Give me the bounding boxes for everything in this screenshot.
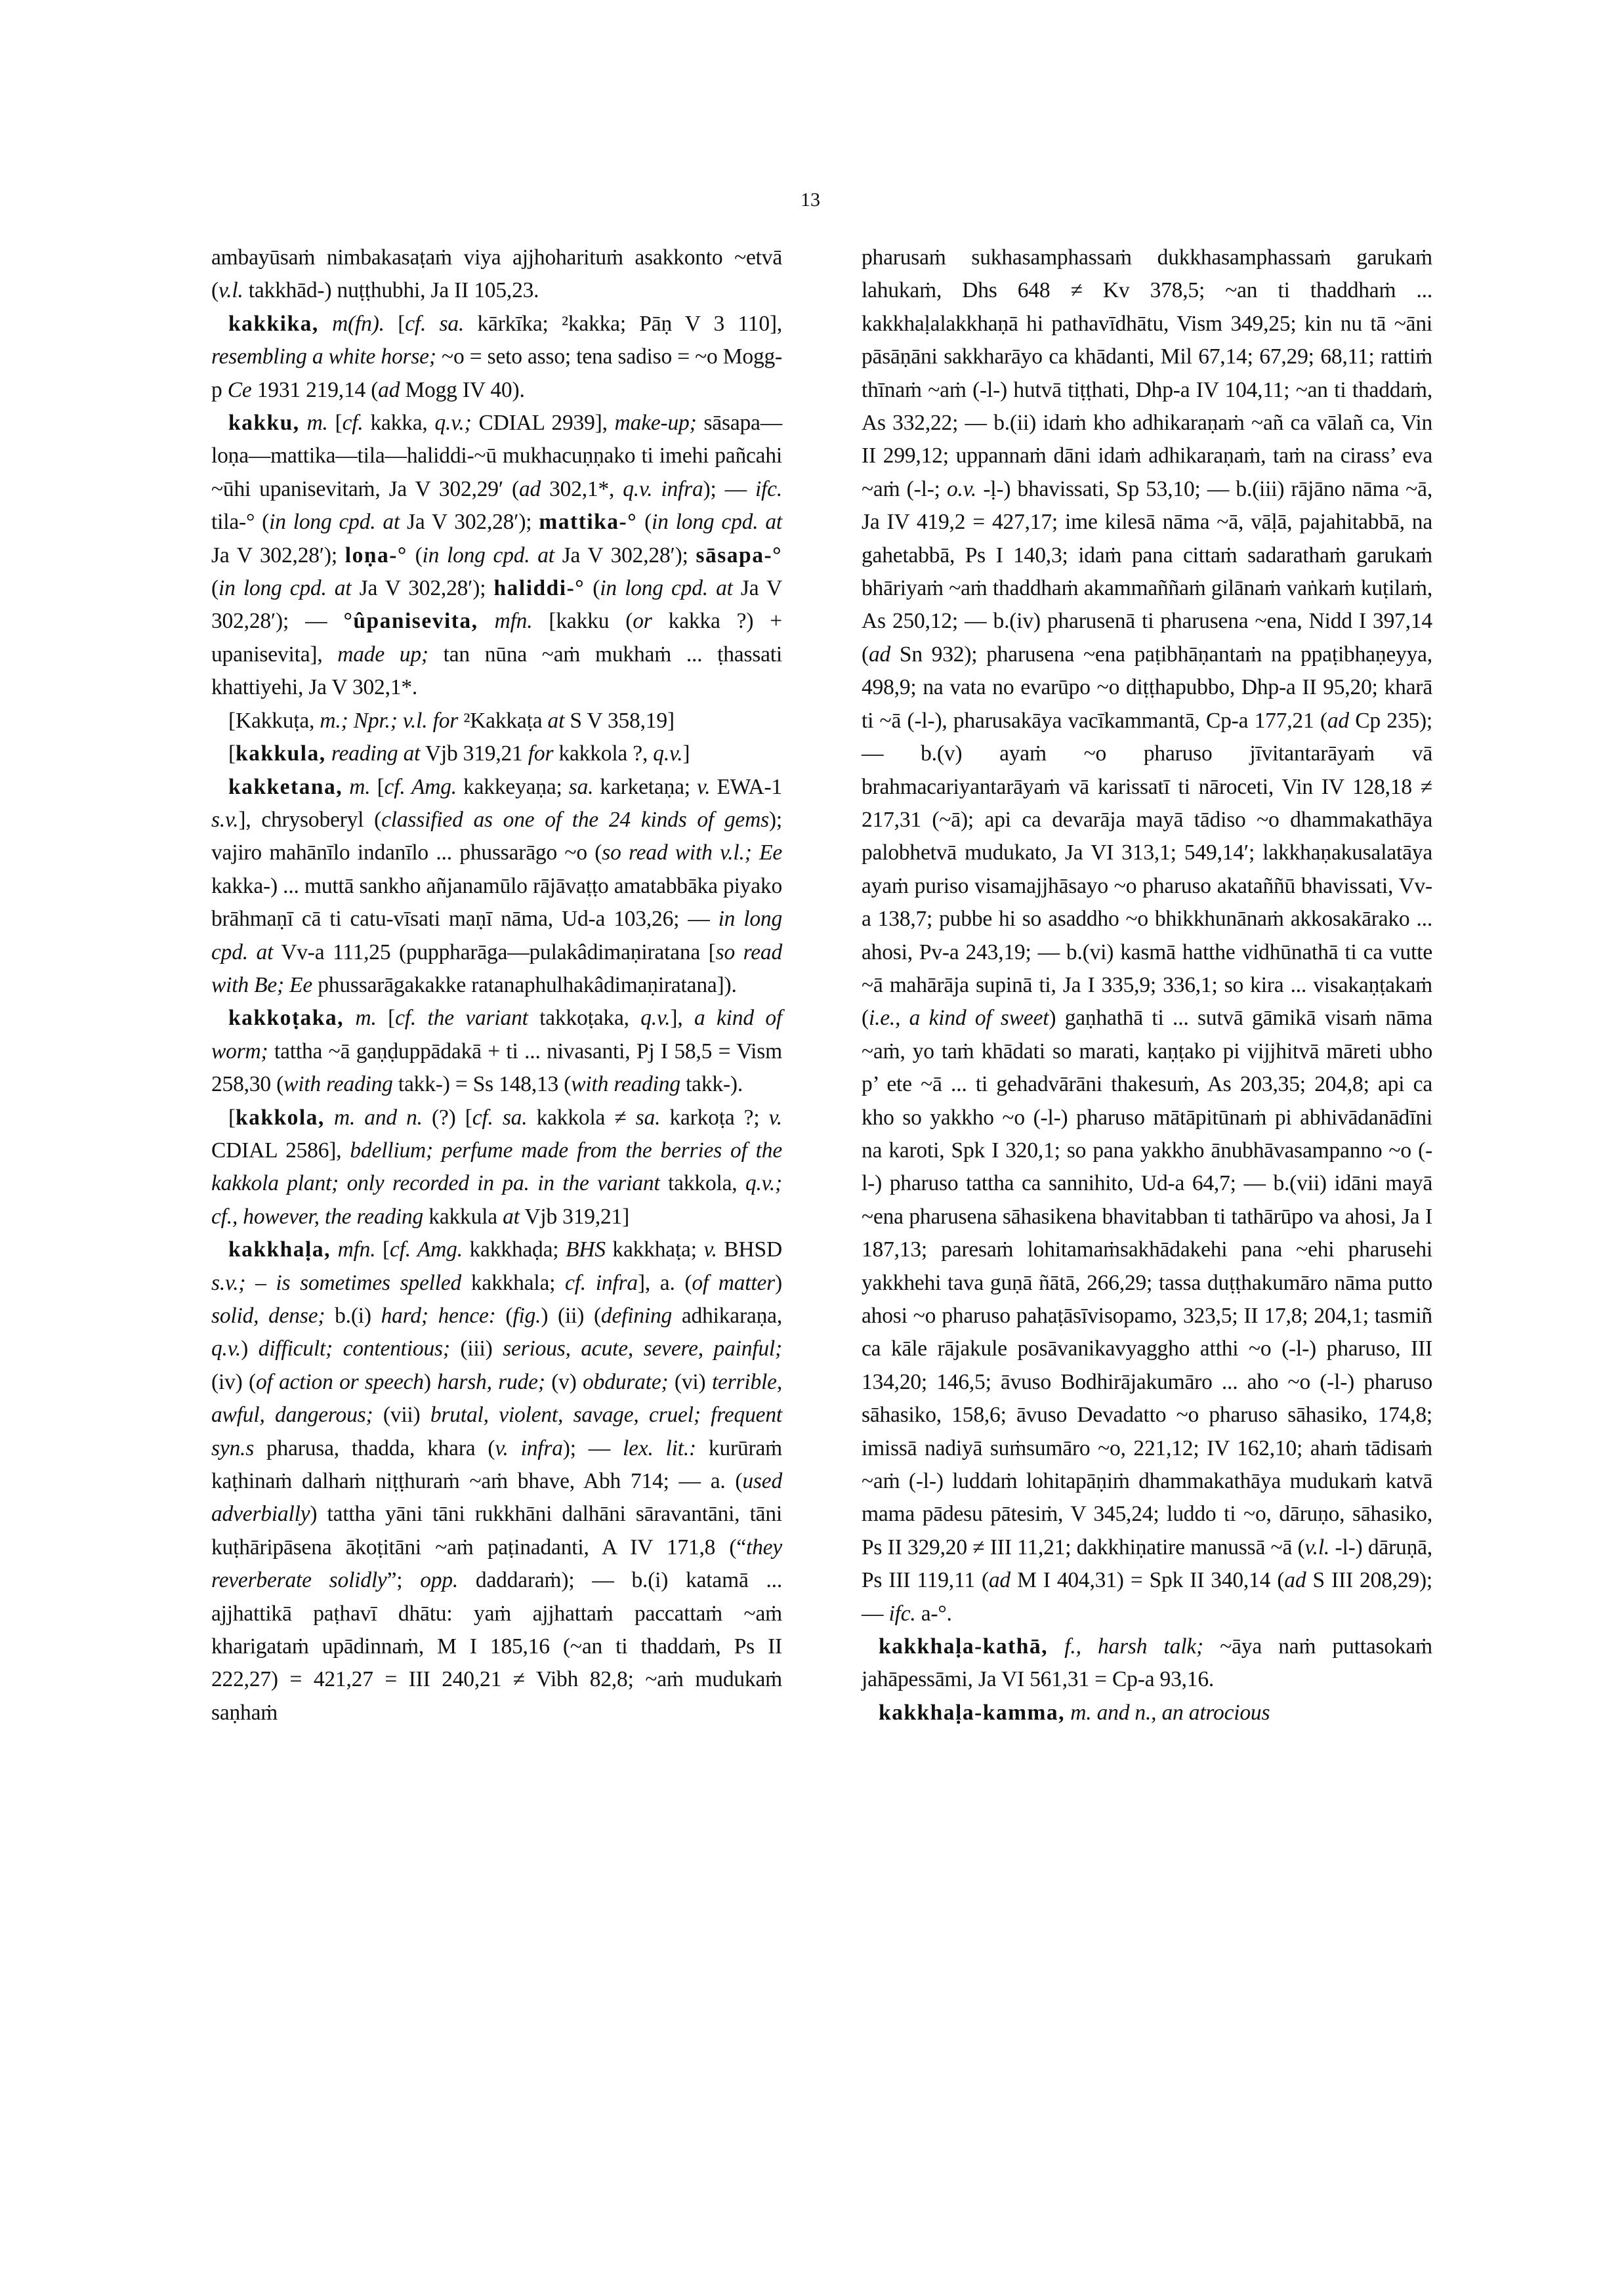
entry-text: Cp 235); — b.(v) ayaṁ ~o pharuso jīvitantarāyaṁ vā brahmacariyantarāyaṁ vā karissatī ti nāroceti, Vin IV 128,18 ≠ 217,31 (~ā); api ca devarāja mayā tādiso ~o dhammakathāya palobhetvā mudukato, Ja VI 313,1; 549,14′; lakkhaṇakusalatāya ayaṁ puriso visamajjhāsayo ~o pharuso akataññū bhavissati, Vv-a 138,7; pubbe hi so asaddho ~o bhikkhunānaṁ akkosakārako ... ahosi, Pv-a 243,19; — b.(vi) kasmā hatthe vidhūnathā ti ca vutte ~ā mahārāja supinā ti, Ja I 335,9; 336,1; so kira ... visakaṇṭakaṁ ( (862, 708, 1433, 1031)
entry-text: ( (211, 576, 219, 601)
entry-text: ”; (386, 1568, 421, 1593)
dictionary-entry (211, 1102, 782, 1234)
entry-text: kakkola ?, (553, 741, 654, 766)
dictionary-entry (211, 1002, 782, 1101)
entry-text: -ḷ-) bhavissati, Sp 53,10; — b.(iii) rājāno nāma ~ā, Ja IV 419,2 = 427,17; ime kilesā nāma ~ā, vāḷā, pajahitabbā, na gahetabbā, Ps I 140,3; idaṁ pana cittaṁ sadarathaṁ garukaṁ bhāriyaṁ ~aṁ thaddhaṁ akammaññaṁ gilānaṁ vaṅkaṁ kuṭilaṁ, As 250,12; — b.(iv) pharusenā ti pharusena ~ena, Nidd I 397,14 ( (862, 476, 1432, 667)
italic-text: in long cpd. at (269, 510, 400, 535)
entry-text: EWA-1 (710, 774, 782, 799)
headword: sāsapa-° (696, 543, 782, 568)
entry-text: Vjb 319,21] (519, 1204, 630, 1229)
entry-text: S III 208,29); — (862, 1568, 1433, 1626)
dictionary-entry (862, 1630, 1432, 1697)
right-column (862, 241, 1432, 1729)
entry-text: kakkhaṭa; (605, 1237, 704, 1262)
headword: kakku, (228, 411, 300, 436)
entry-text: ], chrysoberyl ( (238, 807, 382, 832)
entry-text: ) (423, 1369, 438, 1394)
italic-text: ifc. (755, 476, 782, 501)
italic-text: harsh, rude; (437, 1369, 545, 1394)
italic-text: a kind of worm; (211, 1006, 783, 1064)
headword: kakkoṭaka, (228, 1006, 344, 1031)
italic-text: serious, acute, severe, painful; (503, 1336, 782, 1361)
italic-text: v. (703, 1237, 717, 1262)
entry-text: (v) (545, 1369, 583, 1394)
italic-text: f., harsh talk; (1064, 1634, 1203, 1659)
dictionary-entry (211, 771, 782, 1003)
italic-text: cf. infra (565, 1270, 638, 1295)
entry-text: tila-° ( (211, 510, 270, 535)
entry-text: S V 358,19] (564, 708, 675, 733)
italic-text: of action or speech (255, 1369, 424, 1394)
italic-text: in long cpd. at (211, 907, 782, 964)
headword: kakkola, (235, 1105, 325, 1130)
italic-text: resembling a white horse; (211, 344, 436, 369)
entry-text: ( (407, 543, 423, 568)
italic-text: obdurate; (583, 1369, 669, 1394)
entry-text: sāsapa—loṇa—mattika—tila—haliddi-~ū mukhacuṇṇako ti imehi pañcahi ~ūhi upanisevitaṁ, Ja V 302,29′ ( (211, 411, 783, 501)
entry-text: [ (228, 741, 236, 766)
italic-text: terrible, awful, dangerous; (211, 1369, 782, 1428)
dictionary-entry (211, 705, 782, 737)
headword: haliddi-° (493, 576, 585, 601)
italic-text: cf. sa. (472, 1105, 528, 1130)
italic-text: m. and n. (333, 1105, 423, 1130)
entry-text (319, 312, 332, 336)
entry-text: b.(i) (325, 1304, 381, 1328)
entry-text: takk-) = Ss 148,13 ( (392, 1072, 572, 1097)
headword: loṇa-° (344, 543, 407, 568)
entry-text: 302,1*, (541, 476, 623, 501)
italic-text: cf. sa. (405, 311, 465, 336)
entry-text: -l-) dāruṇā, Ps III 119,11 ( (862, 1535, 1432, 1593)
headword: kakkika, (228, 311, 319, 336)
entry-text: kakkula (423, 1204, 503, 1229)
dictionary-entry (211, 241, 782, 308)
dictionary-entry (211, 407, 782, 705)
italic-text: v.l. (1304, 1535, 1330, 1560)
italic-text: m(fn). (332, 311, 385, 336)
entry-text: takkola, (659, 1171, 745, 1196)
italic-text: so read with v.l.; Ee (602, 840, 782, 865)
entry-text: 1931 219,14 ( (251, 377, 379, 402)
entry-text: ] (682, 741, 690, 766)
italic-text: BHS (565, 1237, 606, 1262)
italic-text: hard; hence: (381, 1304, 496, 1328)
entry-text: [Kakkuṭa, (228, 708, 320, 733)
italic-text: ad (518, 476, 541, 501)
entry-text: ( (495, 1304, 513, 1328)
headword: kakkhaḷa-kamma, (879, 1700, 1066, 1725)
entry-text: kakka, (363, 411, 435, 436)
headword: kakkula, (235, 741, 326, 766)
entry-text: ²Kakkaṭa (458, 708, 548, 733)
italic-text: cf. the variant (395, 1006, 528, 1031)
italic-text: ifc. (888, 1601, 916, 1626)
headword: kakkhaḷa, (228, 1237, 331, 1262)
entry-text (300, 411, 307, 435)
italic-text: defining (600, 1304, 673, 1328)
italic-text: m.; Npr.; v.l. for (320, 708, 459, 733)
left-column (211, 241, 782, 1729)
entry-text: [ (376, 1006, 396, 1031)
italic-text: classified as one of the 24 kinds of gems (381, 807, 769, 832)
dictionary-entry (211, 308, 782, 407)
headword: kakketana, (228, 774, 343, 799)
entry-text: Ja V 302,28′); (211, 543, 345, 568)
entry-text: pharusaṁ sukhasamphassaṁ dukkhasamphassaṁ garukaṁ lahukaṁ, Dhs 648 ≠ Kv 378,5; ~an ti thaddhaṁ ... kakkhaḷalakkhaṇā hi pathavīdhātu, Vism 349,25; kin nu tā ~āni pāsāṇāni sakkharāyo ca khādanti, Mil 67,14; 67,29; 68,11; rattiṁ thīnaṁ ~aṁ (-l-) hutvā tiṭṭhati, Dhp-a IV 104,11; ~an ti thaddaṁ, As 332,22; — b.(ii) idaṁ kho adhikaraṇaṁ ~añ ca vālañ ca, Vin II 299,12; uppannaṁ dāni idaṁ adhikaraṇaṁ, taṁ na cirass’ eva ~aṁ (-l-; (862, 245, 1432, 501)
entry-text: ambayūsaṁ nimbakasaṭaṁ viya ajjhoharituṁ asakkonto ~etvā ( (211, 245, 782, 303)
entry-text: ~āya naṁ puttasokaṁ jahāpessāmi, Ja VI 561,31 = Cp-a 93,16. (862, 1634, 1432, 1692)
entry-text: ) (ii) ( (541, 1304, 601, 1328)
entry-text (325, 1106, 334, 1130)
italic-text: m. (349, 774, 371, 799)
italic-text: ad (988, 1568, 1010, 1593)
italic-text: s.v.; – is sometimes spelled (211, 1270, 462, 1295)
italic-text: o.v. (947, 476, 977, 501)
italic-text: cf. (342, 411, 364, 436)
italic-text: m. (355, 1006, 377, 1031)
dictionary-entry (211, 1233, 782, 1729)
entry-text: kakka-) ... muttā sankho añjanamūlo rājāvaṭṭo amatabbāka piyako brāhmaṇī cā ti catu-vīsati maṇī nāma, Ud-a 103,26; — (211, 873, 782, 932)
entry-text: ], (670, 1006, 694, 1031)
entry-text: ~o = seto asso; tena sadiso = ~o Mogg-p (211, 344, 782, 402)
entry-text: kakkola ≠ (527, 1105, 636, 1130)
italic-text: ad (1284, 1568, 1306, 1593)
italic-text: reading at (331, 741, 421, 766)
italic-text: i.e., a kind of sweet (868, 1006, 1049, 1031)
entry-text: ) tattha yāni tāni rukkhāni dalhāni sāravantāni, tāni kuṭhāripāsena ākoṭitāni ~aṁ paṭinadanti, A IV 171,8 (“ (211, 1502, 782, 1560)
entry-text: ); — (562, 1436, 623, 1460)
italic-text: sa. (568, 774, 594, 799)
italic-text: with reading (571, 1072, 680, 1097)
entry-text (331, 1237, 338, 1262)
italic-text: q.v. (653, 741, 683, 766)
entry-text: kakkhaḍa; (462, 1237, 566, 1262)
entry-text: [ (327, 411, 343, 436)
entry-text: Vv-a 111,25 (puppharāga—pulakâdimaṇiratana [ (273, 940, 716, 964)
italic-text: q.v.; cf., however, the reading (211, 1171, 782, 1229)
entry-text: ); — (703, 476, 755, 501)
entry-text: takk-). (680, 1072, 743, 1097)
italic-text: in long cpd. at (422, 543, 554, 568)
italic-text: in long cpd. at (652, 510, 783, 535)
entry-text: (vii) (373, 1403, 430, 1428)
italic-text: sa. (635, 1105, 661, 1130)
entry-text (1048, 1634, 1064, 1659)
italic-text: make-up; (614, 411, 697, 436)
entry-text: CDIAL 2586], (211, 1138, 350, 1163)
entry-text: takkhād-) nuṭṭhubhi, Ja II 105,23. (243, 278, 539, 303)
entry-text: [ (228, 1105, 236, 1130)
entry-text: takkoṭaka, (528, 1006, 641, 1031)
entry-text: a-°. (915, 1601, 952, 1626)
entry-text: ) (775, 1270, 782, 1295)
italic-text: mfn. (494, 609, 533, 634)
italic-text: fig. (512, 1304, 541, 1328)
entry-text: Sn 932); pharusena ~ena paṭibhāṇantaṁ na ppaṭibhaṇeyya, 498,9; na vata no evarūpo ~o diṭṭhapubbo, Dhp-a II 95,20; kharā ti ~ā (-l-), pharusakāya vacīkammantā, Cp-a 177,21 ( (862, 642, 1432, 733)
italic-text: mfn. (337, 1237, 376, 1262)
italic-text: v. (768, 1105, 782, 1130)
entry-text: phussarāgakakke ratanaphulhakâdimaṇiratana]). (312, 972, 737, 997)
entry-text: kārkīka; ²kakka; Pāṇ V 3 110], (464, 311, 782, 336)
entry-text: CDIAL 2939], (471, 411, 615, 436)
entry-text: M I 404,31) = Spk II 340,14 ( (1010, 1568, 1285, 1593)
italic-text: made up; (337, 642, 428, 667)
entry-text: Ja V 302,28′); (351, 576, 494, 601)
entry-text: (?) [ (422, 1105, 472, 1130)
italic-text: ad (868, 642, 891, 667)
dictionary-entry (862, 1697, 1432, 1729)
italic-text: or (633, 609, 652, 634)
italic-text: m. (306, 411, 328, 436)
entry-text: kurūraṁ kaṭhinaṁ dalhaṁ niṭṭhuraṁ ~aṁ bhave, Abh 714; — a. ( (211, 1436, 783, 1494)
entry-text: [ (370, 774, 385, 799)
entry-text: Ja V 302,28′); — (211, 576, 782, 634)
entry-text: ( (637, 510, 652, 535)
italic-text: v.l. (218, 278, 243, 303)
italic-text: difficult; contentious; (258, 1336, 450, 1361)
entry-text: kakkhala; (461, 1270, 566, 1295)
entry-text: ) gaṇhathā ti ... sutvā gāmikā visaṁ nāma ~aṁ, yo taṁ khādati so marati, kaṇṭako pi vijjhitvā māreti ubho p’ ete ~ā ... ti gehadvārāni thakesuṁ, As 203,35; 204,8; api ca kho so yakkho ~o (-l-) pharuso mātāpitūnaṁ pi abhivādanādīni na karoti, Spk I 320,1; so pana yakkho ānubhāvasampanno ~o (-l-) pharuso tattha ca sannihito, Ud-a 64,7; — b.(vii) idāni mayā ~ena pharusena sāhasikena bhavitabban ti tathārūpo va ahosi, Ja I 187,13; paresaṁ lohitamaṁsakhādakehi pana ~ehi pharusehi yakkhehi tava guṇā ñātā, 266,29; tassa duṭṭhakumāro nāma putto ahosi ~o pharuso pahaṭāsīvisopamo, 323,5; II 17,8; 204,1; tasmiñ ca kāle rājakule posāvanikavyaggho atthi ~o (-l-) pharuso, III 134,20; 146,5; āvuso Bodhirājakumāro ... aho ~o (-l-) pharuso sāhasiko, 158,6; āvuso Devadatto ~o pharuso sāhasiko, 174,8; imissā nadiyā suṁsumāro ~o, 221,12; IV 162,10; ahaṁ tādisaṁ ~aṁ (-l-) luddaṁ lohitapāṇiṁ dhammakathāya mudukaṁ katvā mama pādesu pātesiṁ, V 345,24; luddo ti ~o, dāruṇo, sāhasiko, Ps II 329,20 ≠ III 11,21; dakkhiṇatire manussā ~ā ( (862, 1006, 1432, 1560)
italic-text: opp. (420, 1568, 459, 1593)
dictionary-entry (211, 737, 782, 770)
entry-text: Ja V 302,28′); (400, 510, 539, 535)
italic-text: they reverberate solidly (211, 1535, 782, 1593)
italic-text: q.v. (211, 1336, 241, 1361)
entry-text: Vjb 319,21 (420, 741, 528, 766)
headword: mattika-° (539, 510, 638, 535)
italic-text: q.v. (640, 1006, 671, 1031)
italic-text: of matter (692, 1270, 776, 1295)
entry-text (478, 609, 495, 633)
entry-text: BHSD (717, 1237, 782, 1262)
italic-text: at (547, 708, 565, 733)
entry-text: ], a. ( (637, 1270, 692, 1295)
italic-text: used adverbially (211, 1469, 782, 1527)
italic-text: v. (697, 774, 711, 799)
italic-text: m. and n., an atrocious (1070, 1700, 1270, 1725)
entry-text: (vi) (668, 1369, 712, 1394)
italic-text: so read with Be; Ee (211, 940, 782, 997)
dictionary-entry (862, 241, 1432, 1630)
entry-text: [ (375, 1237, 390, 1262)
entry-text: daddaraṁ); — b.(i) katamā ... ajjhattikā paṭhavī dhātu: yaṁ ajjhattaṁ paccattaṁ ~aṁ kharigataṁ upādinnaṁ, M I 185,16 (~an ti thaddaṁ, Ps II 222,27) = 421,27 = III 240,21 ≠ Vibh 82,8; ~aṁ mudukaṁ saṇhaṁ (211, 1568, 782, 1725)
italic-text: cf. Amg. (384, 774, 457, 799)
entry-text: kakka ?) + upanisevita], (211, 609, 782, 667)
page-number: 13 (801, 189, 820, 211)
italic-text: cf. Amg. (389, 1237, 463, 1262)
italic-text: v. infra (495, 1436, 563, 1460)
entry-text (343, 775, 349, 799)
italic-text: at (503, 1204, 520, 1229)
entry-text: Ja V 302,28′); (554, 543, 696, 568)
entry-text: adhikaraṇa, (672, 1304, 782, 1328)
entry-text (344, 1006, 355, 1030)
entry-text: tattha ~ā gaṇḍuppādakā + ti ... nivasanti, Pj I 58,5 = Vism 258,30 ( (211, 1039, 782, 1097)
italic-text: in long cpd. at (600, 576, 733, 601)
headword: °ûpanisevita, (343, 609, 478, 634)
entry-text: karkoṭa ?; (660, 1105, 769, 1130)
entry-text: ); vajiro mahānīlo indanīlo ... phussarāgo ~o ( (211, 807, 782, 865)
entry-text: ) (241, 1336, 259, 1361)
italic-text: q.v.; (434, 411, 472, 436)
italic-text: for (528, 741, 554, 766)
italic-text: bdellium; perfume made from the berries of the kakkola plant; only recorded in pa. in the variant (211, 1138, 782, 1196)
entry-text (326, 741, 331, 766)
headword: kakkhaḷa-kathā, (879, 1634, 1049, 1659)
entry-text: kakkeyaṇa; (456, 774, 569, 799)
italic-text: s.v. (211, 807, 239, 832)
entry-text: Mogg IV 40). (400, 377, 525, 402)
entry-text: karketaṇa; (593, 774, 697, 799)
italic-text: in long cpd. at (218, 576, 352, 601)
entry-text: (iv) ( (211, 1369, 256, 1394)
italic-text: q.v. infra (623, 476, 703, 501)
italic-text: brutal, violent, savage, cruel; frequent syn.s (211, 1403, 782, 1460)
entry-text: pharusa, thadda, khara ( (254, 1436, 495, 1460)
entry-text: ( (585, 576, 600, 601)
italic-text: with reading (283, 1072, 393, 1097)
entry-text: [kakku ( (532, 609, 633, 634)
italic-text: solid, dense; (211, 1304, 325, 1328)
entry-text: tan nūna ~aṁ mukhaṁ ... ṭhassati khattiyehi, Ja V 302,1*. (211, 642, 782, 700)
italic-text: ad (378, 377, 400, 402)
entry-text: (iii) (449, 1336, 503, 1361)
italic-text: ad (1327, 708, 1349, 733)
italic-text: lex. lit.: (623, 1436, 696, 1460)
entry-text: [ (384, 311, 406, 336)
italic-text: Ce (227, 377, 252, 402)
